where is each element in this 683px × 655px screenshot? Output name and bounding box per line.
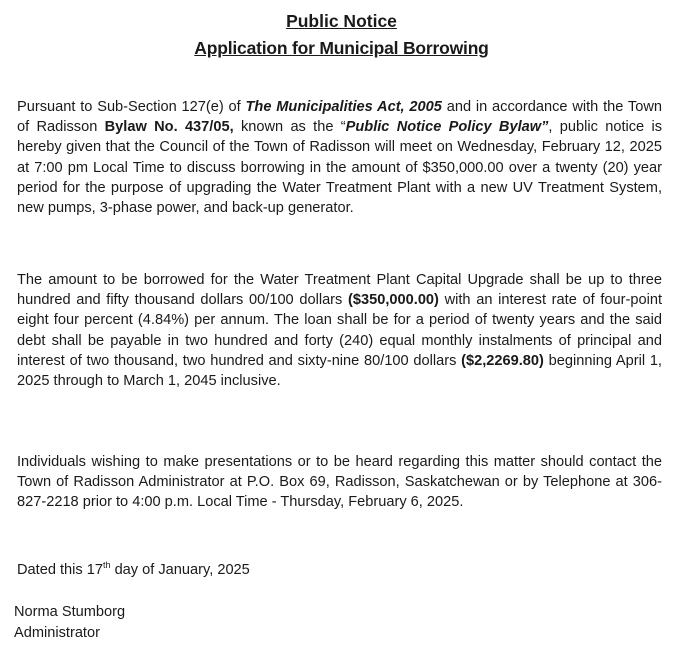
- dated-suffix: day of January, 2025: [110, 562, 250, 578]
- p2-text-2: with an interest rate of four-point eight four percent (4.84%) per annum. The loan shall be for a period of twenty years and the said debt shall be payable in two hundred and forty (240) equal monthly instalments of principal and interest of two thousand, two hundred and sixty-nine 80/100 dollars: [17, 292, 662, 369]
- loan-amount: ($350,000.00): [348, 292, 439, 309]
- p1-text-3: known as the “: [233, 119, 346, 136]
- dated-prefix: Dated this 17: [17, 562, 103, 578]
- signatory-name: Norma Stumborg: [14, 604, 126, 620]
- paragraph-loan-terms: [17, 270, 662, 391]
- p1-text-1: Pursuant to Sub-Section 127(e) of: [17, 99, 246, 115]
- instalment-amount: ($2,2269.80): [461, 352, 544, 369]
- p1-text-2: and in accordance with the Town of Radisson: [17, 99, 662, 136]
- p2-text-1: The amount to be borrowed for the Water Treatment Plant Capital Upgrade shall be up to three hundred and fifty thousand dollars 00/100 dollars: [17, 272, 662, 309]
- policy-bylaw-name: Public Notice Policy Bylaw”: [345, 119, 549, 136]
- notice-subtitle: Application for Municipal Borrowing: [194, 38, 489, 58]
- bylaw-number: Bylaw No. 437/05,: [104, 119, 234, 136]
- paragraph-borrowing-intent: [17, 97, 662, 218]
- notice-title: Public Notice: [286, 11, 397, 31]
- p1-text-4: , public notice is hereby given that the Council of the Town of Radisson will meet on Wednesday, February 12, 2025 at 7:00 pm Local Time to discuss borrowing in the amount of $350,000.00 over a twenty (20) year period for the purpose of upgrading the Water Treatment Plant with a new UV Treatment System, new pumps, 3-phase power, and back-up generator.: [17, 119, 662, 217]
- act-name: The Municipalities Act, 2005: [245, 99, 442, 115]
- signatory-title: Administrator: [14, 625, 100, 641]
- paragraph-presentations-contact: Individuals wishing to make presentations or to be heard regarding this matter should contact the Town of Radisson Administrator at P.O. Box 69, Radisson, Saskatchewan or by Telephone at 306-827-2218 prior to 4:00 p.m. Local Time - Thursday, February 6, 2025.: [17, 454, 662, 511]
- p2-text-3: beginning April 1, 2025 through to March 1, 2045 inclusive.: [17, 352, 662, 390]
- dated-ordinal: th: [103, 560, 111, 571]
- dated-line: [17, 560, 250, 580]
